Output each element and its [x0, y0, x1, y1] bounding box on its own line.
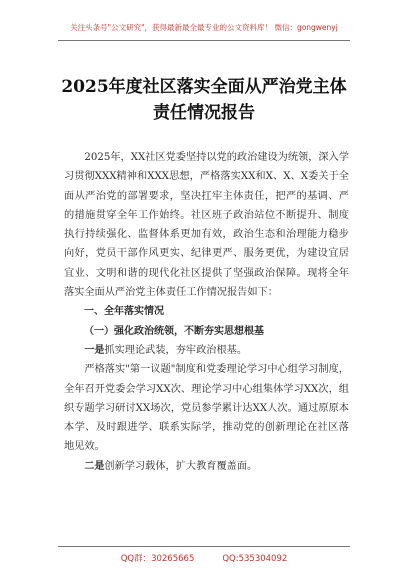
header-banner: 关注头条号"公文研究"，获得最新最全最专业的公文资料库！ 微信：gongwenyj: [70, 23, 338, 32]
point-one: [64, 341, 349, 360]
point-one-body: 严格落实"第一议题"制度和党委理论学习中心组学习制度，全年召开党委会学习XX次、理论学习中心组集体学习XX次，组织专题学习研讨XX场次，党员参学累计达XX人次。通过原原本本学、及时跟进学、联系实际学，推动党的创新理论在社区落地见效。: [64, 364, 349, 453]
document-body: [64, 148, 349, 476]
point-two: [64, 457, 349, 476]
footer-qq-group: QQ群：30265665: [120, 554, 195, 564]
point-two-text: 创新学习载体，扩大教育覆盖面。: [104, 460, 258, 472]
intro-paragraph: 2025年，XX社区党委坚持以党的政治建设为统领，深入学习贯彻XXX精神和XXX思想，严格落实XX和X、X、X委关于全面从严治党的部署要求，坚决扛牢主体责任，把严的基调、严的措施贯穿全年工作始终。社区班子政治站位不断提升、制度执行持续强化、监督体系更加有效，政治生态和治理能力稳步向好，党员干部作风更实、纪律更严、服务更优，为建设宜居宜业、文明和谐的现代化社区提供了坚强政治保障。现将全年落实全面从严治党主体责任工作情况报告如下：: [64, 152, 349, 299]
subsection-heading: （一）强化政治统领，不断夯实思想根基: [84, 325, 264, 337]
document-title: 2025年度社区落实全面从严治党主体责任情况报告: [61, 77, 347, 123]
point-two-lead: 二是: [84, 460, 105, 472]
footer-qq: QQ:535304092: [222, 554, 288, 564]
footer-divider: [58, 546, 350, 547]
footer: [0, 552, 408, 564]
point-one-lead: 一是: [84, 344, 105, 356]
header-divider: [58, 40, 350, 41]
section-heading: 一、全年落实情况: [84, 306, 164, 318]
point-one-text: 抓实理论武装，夯牢政治根基。: [104, 344, 248, 356]
